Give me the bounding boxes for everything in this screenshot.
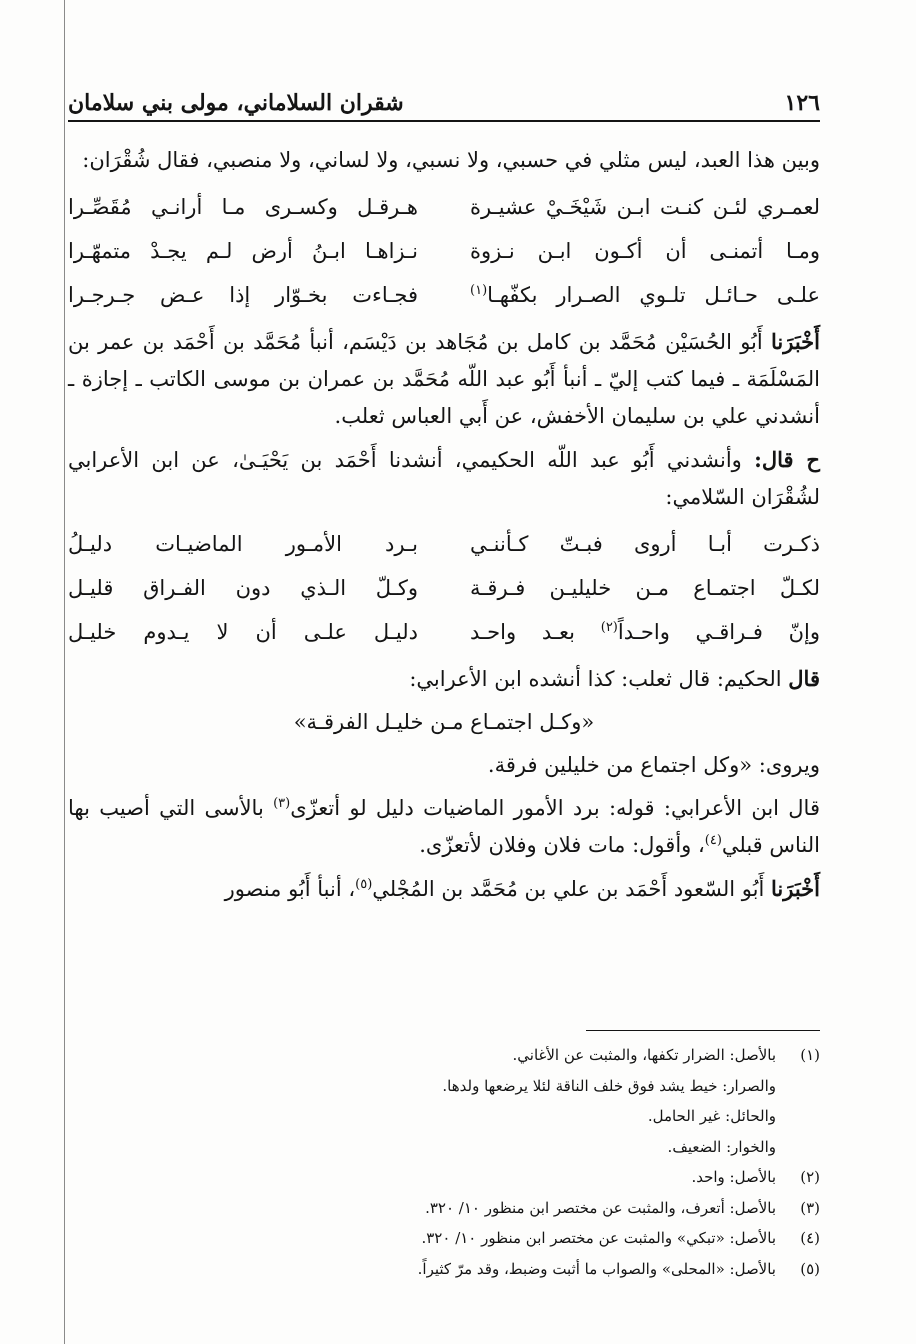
paragraph-hakim: قال الحكيم: قال ثعلب: كذا أنشده ابن الأعرابي: [409, 666, 820, 691]
footnote: والخوار: الضعيف. [667, 1137, 776, 1156]
paragraph-intro: وبين هذا العبد، ليس مثلي في حسبي، ولا نسبي، ولا لساني، ولا منصبي، فقال شُقْرَان: [82, 148, 820, 172]
page-edge-line [64, 0, 65, 1344]
first-hemistich: ومـا أتمنـى أن أكـون ابـن نـزوة [470, 239, 820, 263]
page-header [68, 80, 820, 118]
footnote: (٥) بالأصل: «المحلى» والصواب ما أثبت وضبط، وقد مرّ كثيراً. [417, 1259, 820, 1278]
footnote-ref: (١) [470, 283, 488, 298]
second-hemistich: هـرقـل وكسـرى مـا أرانـي مُقَصِّـرا [68, 195, 418, 219]
page-number: ١٢٦ [784, 90, 820, 116]
header-rule [68, 120, 820, 122]
footnotes-rule [586, 1030, 820, 1031]
poem-shuqran-2 [68, 522, 820, 654]
verse-line [68, 229, 820, 273]
first-hemistich: لعمـري لئـن كنـت ابـن شَيْخَـيْ عشيـرة [470, 195, 820, 219]
verse-line [68, 566, 820, 610]
footnote: والحائل: غير الحامل. [647, 1107, 776, 1125]
footnote: (٤) بالأصل: «تبكي» والمثبت عن مختصر ابن منظور ١٠/ ٣٢٠. [421, 1229, 820, 1247]
first-hemistich: وإنّ فـراقـي واحـداً$^{(٢)}$ بعـد واحـد [470, 620, 820, 644]
paragraph-isnad-1: أَخْبَرَنا أَبُو الحُسَيْن مُحَمَّد بن كامل بن مُجَاهد بن دَيْسَم، أنبأ مُحَمَّد بن أَحْمَد بن عمر بن المَسْلَمَة ـ فيما كتب إليّ ـ أنبأ أَبُو عبد اللّه مُحَمَّد بن عمران بن موسى الكاتب ـ إجازة ـ أنشدني علي بن سليمان الأخفش، عن أَبي العباس ثعلب. [68, 329, 820, 428]
verse-line [68, 185, 820, 229]
poem-shuqran-1 [68, 185, 820, 317]
second-hemistich: نـزاهـا ابـنُ أرض لـم يجـدْ متمهّـرا [68, 239, 418, 263]
second-hemistich: دليـل علـى أن لا يـدوم خليـل [68, 620, 418, 644]
quoted-verse: «وكـل اجتمـاع مـن خليـل الفرقـة» [293, 710, 595, 734]
footnotes [68, 1040, 820, 1284]
first-hemistich: ذكـرت أبـا أروى فبـتّ كـأننـي [470, 532, 820, 556]
main-text [68, 142, 820, 914]
second-hemistich: وكـلّ الـذي دون الفـراق قليـل [68, 576, 418, 600]
footnote: (١) بالأصل: الضرار تكفها، والمثبت عن الأغاني. [512, 1046, 820, 1064]
verse-line [68, 610, 820, 654]
footnote: (٢) بالأصل: واحد. [691, 1168, 820, 1186]
running-title: شقران السلاماني، مولى بني سلامان [68, 90, 404, 116]
paragraph-commentary: قال ابن الأعرابي: قوله: برد الأمور الماضيات دليل لو أتعزّى$^{(٣)}$ بالأسى التي أصيب بها الناس قبلي$^{(٤)}$، وأقول: مات فلان وفلان لأتعزّى. [68, 796, 820, 857]
footnote-ref: (٤) [704, 833, 722, 848]
paragraph-isnad-2: ح قال: وأنشدني أَبُو عبد اللّه الحكيمي، أنشدنا أَحْمَد بن يَحْيَـىٰ، عن ابن الأعرابي لشُقْرَان السّلامي: [68, 447, 820, 509]
footnote: والصرار: خيط يشد فوق خلف الناقة لئلا يرضعها ولدها. [442, 1076, 776, 1095]
second-hemistich: فجـاءت بخـوّار إذا عـض جـرجـرا [68, 283, 418, 307]
first-hemistich: لكـلّ اجتمـاع مـن خليليـن فـرقـة [470, 576, 820, 600]
verse-line [68, 273, 820, 317]
footnote-ref: (٥) [355, 877, 373, 892]
second-hemistich: بـرد الأمـور الماضيـات دليـلُ [68, 532, 418, 556]
footnote-ref: (٢) [600, 620, 618, 635]
first-hemistich: علـى حـائـل تلـوي الصـرار بكفّهـا$^{(١)}$ [470, 283, 820, 307]
paragraph-variant: ويروى: «وكل اجتماع من خليلين فرقة. [487, 753, 820, 777]
verse-line [68, 522, 820, 566]
footnote: (٣) بالأصل: أتعرف، والمثبت عن مختصر ابن منظور ١٠/ ٣٢٠. [425, 1198, 820, 1217]
paragraph-isnad-3: أَخْبَرَنا أَبُو السّعود أَحْمَد بن علي بن مُحَمَّد بن المُجْلي$^{(٥)}$، أنبأ أَبُو منصور [224, 876, 820, 901]
footnote-ref: (٣) [273, 796, 291, 811]
